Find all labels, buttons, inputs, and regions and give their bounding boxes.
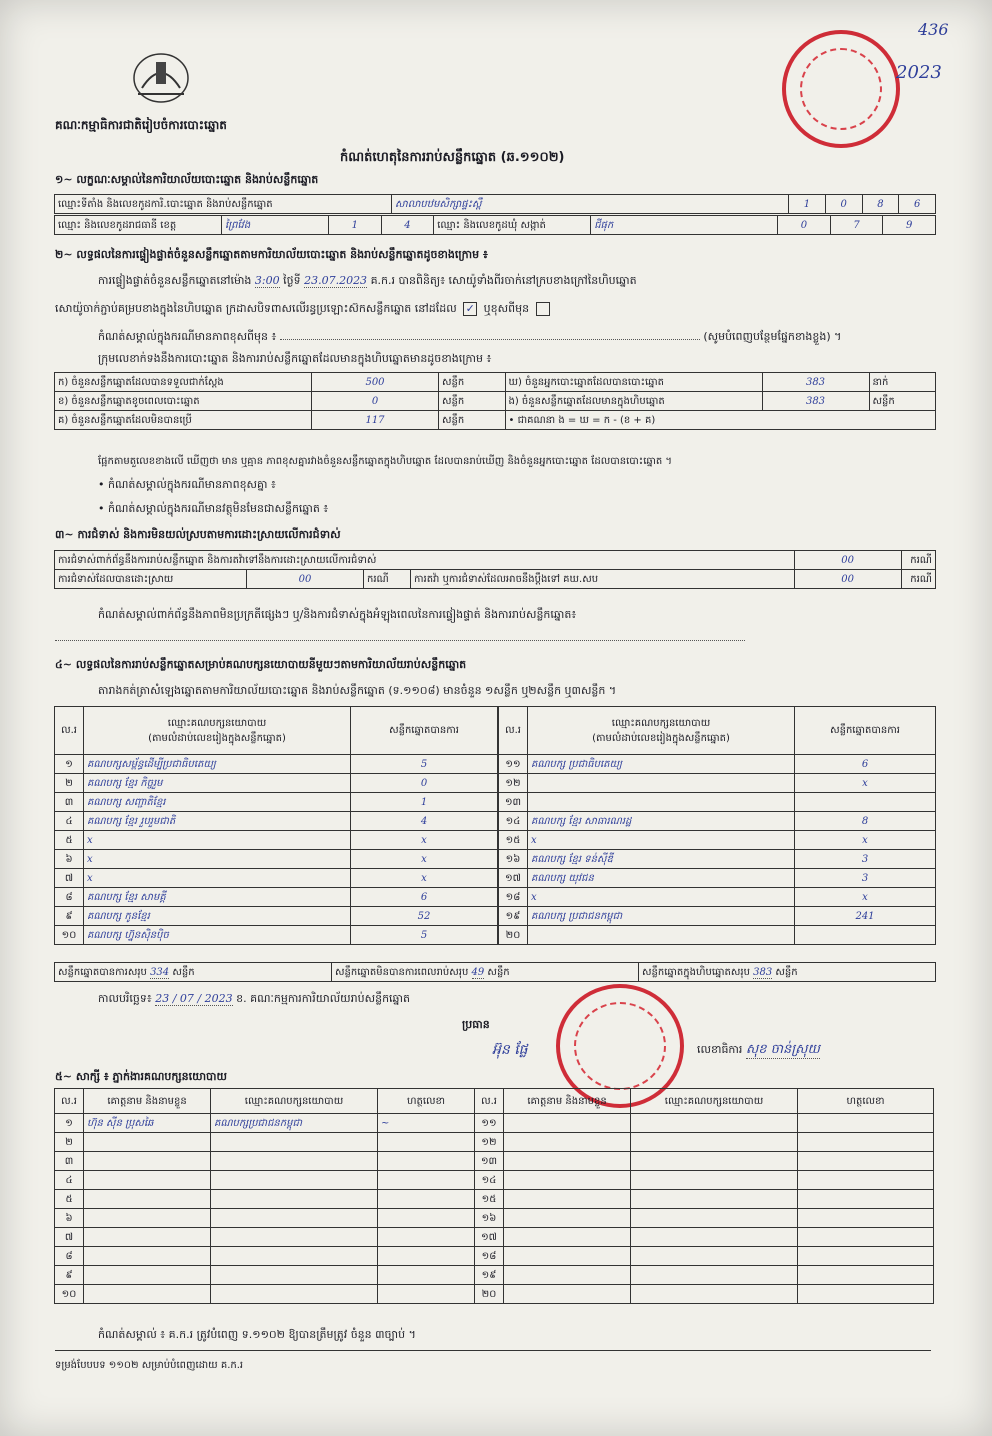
stat-a-unit: សន្លឹក [439,373,506,392]
table-row [55,1228,934,1247]
table-row [55,869,498,888]
witness-party [211,1152,378,1171]
date-line [98,992,410,1006]
table-row [55,1247,934,1266]
note-label: កំណត់សម្គាល់ក្នុងករណីមានភាពខុសពីមុន ៖ [98,330,277,343]
results-intro: ក្រុមលេខាក់ទងនឹងការបោះឆ្នោត និងការរាប់សន្លឹកឆ្នោតដែលមានក្នុងហិបឆ្នោតមានដូចខាងក្រោម ៖ [98,352,492,365]
witness-name [84,1190,211,1209]
party-name: x [84,831,351,850]
section3-heading: ៣~ ការជំទាស់ និងការមិនយល់ស្របតាមការដោះស្រាយលើការជំទាស់ [55,528,341,541]
commune-label: ឈ្មោះ និងលេខកូដឃុំ សង្កាត់ [434,216,591,235]
party-votes: 241 [795,907,936,926]
committee-label: ខ. គណៈកម្មការការិយាល័យរាប់សន្លឹកឆ្នោត [236,992,411,1005]
party-votes: x [351,831,498,850]
witness-name [504,1171,631,1190]
party-name: គណបក្ស ហ្វ៊ុនស៊ិនប៉ិច [84,926,351,945]
witness-no: ២ [55,1133,84,1152]
location-digit-1: 1 [789,195,826,214]
resolved-label: ការជំទាស់ដែលបានដោះស្រាយ [55,570,247,589]
w-col-no: ល.រ [55,1089,84,1114]
party-no: ៨ [55,888,84,907]
witness-party [211,1228,378,1247]
witness-party [631,1133,798,1152]
total-invalid-label: សន្លឹកឆ្នោតមិនបានការពេលរាប់សរុប [335,966,469,978]
witness-no: ១៥ [475,1190,504,1209]
witness-no: ១០ [55,1285,84,1304]
page-title: កំណត់ហេតុនៃការរាប់សន្លឹកឆ្នោត (ឆ.១១០២) [340,150,565,165]
party-name: គណបក្ស យុវជន [528,869,795,888]
witness-no: ៩ [55,1266,84,1285]
witness-name [504,1152,631,1171]
party-results-right [498,706,936,945]
changed-label: ឬខុសពីមុន [483,302,530,315]
witness-sign [798,1171,934,1190]
w-col-no-2: ល.រ [475,1089,504,1114]
party-name: គណបក្ស ខ្មែរ ទន់ស៊ីឌី [528,850,795,869]
witness-name [504,1247,631,1266]
party-votes [795,793,936,812]
col-no-left: ល.រ [55,707,84,755]
witness-sign [378,1285,475,1304]
nec-emblem-icon [130,48,192,106]
party-name: គណបក្ស ខ្មែរ រួបរួមជាតិ [84,812,351,831]
section1-heading: ១~ លក្ខណៈសម្គាល់នៃការិយាល័យបោះឆ្នោត និងរាប់សន្លឹកឆ្នោត [55,173,319,186]
chair-label: ប្រធាន [462,1018,490,1031]
witness-sign [378,1247,475,1266]
party-no: ១៤ [499,812,528,831]
witness-no: ១៩ [475,1266,504,1285]
party-votes: 3 [795,869,936,888]
table-row [55,1152,934,1171]
col-no-right: ល.រ [499,707,528,755]
stat-d-unit: នាក់ [869,373,936,392]
table-row [55,1171,934,1190]
stat-b-value: 0 [312,392,439,411]
witness-sign [798,1266,934,1285]
witness-sign [378,1190,475,1209]
party-no: ៥ [55,831,84,850]
witness-sign [798,1190,934,1209]
location-table [54,194,936,214]
witness-party: គណបក្សប្រជាជនកម្ពុជា [211,1114,378,1133]
result-line: ផ្អែកតាមតួលេខខាងលើ ឃើញថា មាន ឬគ្មាន ភាពខុសគ្នារវាងចំនួនសន្លឹកឆ្នោតក្នុងហិបឆ្នោត ដែលបានរាប់ឃើញ និងចំនួនអ្នកបោះឆ្នោត ដែលបានបោះឆ្នោត ។ [98,456,673,467]
witness-name [504,1228,631,1247]
witness-party [631,1171,798,1190]
witness-no: ៧ [55,1228,84,1247]
resolved-unit: ករណី [364,570,411,589]
province-label: ឈ្មោះ និងលេខកូដរាជធានី ខេត្ត [55,216,222,235]
party-name: x [528,831,795,850]
witness-sign [798,1114,934,1133]
witness-no: ៤ [55,1171,84,1190]
party-votes: 8 [795,812,936,831]
commune-digit-3: 9 [883,216,936,235]
witness-name [504,1266,631,1285]
party-name [528,793,795,812]
stat-c-value: 117 [312,411,439,430]
party-votes: 6 [795,755,936,774]
witness-no: ១៨ [475,1247,504,1266]
objection-value: 00 [794,551,901,570]
table-row [55,755,498,774]
location-digit-3: 8 [862,195,899,214]
verify-rest: គ.ក.រ បានពិនិត្យ៖ សោយ៉ូទាំងពីរចាក់នៅក្របខាងក្រៅនៃហិបឆ្នោត [370,274,637,287]
party-votes: 6 [351,888,498,907]
witness-no: ៦ [55,1209,84,1228]
party-name: គណបក្សសម្ព័ន្ធដើម្បីប្រជាធិបតេយ្យ [84,755,351,774]
table-row [55,850,498,869]
party-no: ៤ [55,812,84,831]
footer: ទម្រង់បែបបទ ១១០២ សម្រាប់បំពេញដោយ គ.ក.រ [55,1360,244,1371]
party-votes: 0 [351,774,498,793]
witness-no: ៨ [55,1247,84,1266]
witness-party [211,1285,378,1304]
witness-sign [378,1266,475,1285]
party-no: ១១ [499,755,528,774]
table-row [499,774,936,793]
bullet-2: • កំណត់សម្គាល់ក្នុងករណីមានវត្ថុមិនមែនជាសន្លឹកឆ្នោត ៖ [98,502,329,515]
witness-name [504,1114,631,1133]
objection-table [54,550,936,589]
party-votes: 3 [795,850,936,869]
table-row [55,1133,934,1152]
witness-name [84,1228,211,1247]
changed-checkbox[interactable] [536,302,550,316]
witness-no: ១៣ [475,1152,504,1171]
appeal-value: 00 [794,570,901,589]
location-label: ឈ្មោះទីតាំង និងលេខកូដការិ.បោះឆ្នោត និងរាប់សន្លឹកឆ្នោត [55,195,392,214]
witness-party [211,1171,378,1190]
w-col-sign-2: ហត្ថលេខា [798,1089,934,1114]
stat-e-label: ង) ចំនួនសន្លឹកឆ្នោតដែលមានក្នុងហិបឆ្នោត [505,392,762,411]
witness-party [631,1285,798,1304]
table-row [55,1266,934,1285]
witness-no: ១២ [475,1133,504,1152]
party-no: ១៦ [499,850,528,869]
verify-time: 3:00 [254,274,280,287]
total-valid-value: 334 [150,966,170,978]
table-row [55,926,498,945]
col-votes-right: សន្លឹកឆ្នោតបានការ [795,707,936,755]
footer-divider [55,1350,931,1351]
party-votes: 4 [351,812,498,831]
party-name [528,926,795,945]
col-party-left [84,707,351,755]
party-no: ១២ [499,774,528,793]
table-row [499,888,936,907]
witness-no: ១១ [475,1114,504,1133]
chair-signature: អ៊ុន ផ្លែ [492,1042,528,1058]
table-row [55,812,498,831]
table-row [499,793,936,812]
party-votes: x [351,869,498,888]
commune-digit-2: 7 [830,216,883,235]
commune-value: ជីផុក [591,216,778,235]
party-results-left [54,706,498,945]
witness-no: ១ [55,1114,84,1133]
party-no: ១៨ [499,888,528,907]
table-row [499,850,936,869]
table-row [55,1285,934,1304]
stat-b-label: ខ) ចំនួនសន្លឹកឆ្នោតខូចពេលបោះឆ្នោត [55,392,312,411]
witness-sign [798,1285,934,1304]
note-dots [280,339,700,340]
total-box-label: សន្លឹកឆ្នោតក្នុងហិបឆ្នោតសរុប [642,966,750,978]
location-value: សាលាបឋមសិក្សាផ្ទះស្ពឺ [392,195,789,214]
stat-c-label: គ) ចំនួនសន្លឹកឆ្នោតដែលមិនបានប្រើ [55,411,312,430]
stat-c-unit: សន្លឹក [439,411,506,430]
party-no: ១៥ [499,831,528,850]
note-line [98,330,928,343]
verify-day-label: ថ្ងៃទី [283,274,301,287]
witness-party [631,1247,798,1266]
witness-party [631,1266,798,1285]
witness-sign [378,1228,475,1247]
w-col-name: គោត្តនាម និងនាមខ្លួន [84,1089,211,1114]
table-row [55,1209,934,1228]
org-name: គណៈកម្មាធិការជាតិរៀបចំការបោះឆ្នោត [55,118,227,132]
witness-sign [798,1209,934,1228]
party-name: x [528,888,795,907]
stat-d-label: ឃ) ចំនួនអ្នកបោះឆ្នោតដែលបានបោះឆ្នោត [505,373,762,392]
total-box-value: 383 [753,966,773,978]
stat-a-label: ក) ចំនួនសន្លឹកឆ្នោតដែលបានទទួលជាក់ស្តែង [55,373,312,392]
table-row [499,869,936,888]
stat-e-unit: សន្លឹក [869,392,936,411]
table-row [55,793,498,812]
secretary-name: សុខ ចាន់ស្រុយ [745,1042,820,1057]
section3-note: កំណត់សម្គាល់ពាក់ព័ន្ធនឹងភាពមិនប្រក្រតីផ្សេងៗ ឬ/និងការជំទាស់ក្នុងអំឡុងពេលនៃការផ្ទៀងផ្ទាត់ និងការរាប់សន្លឹកឆ្នោត៖ [98,608,577,621]
witness-no: ២០ [475,1285,504,1304]
witness-name [504,1133,631,1152]
total-invalid-value: 49 [471,966,485,978]
party-name [528,774,795,793]
table-row [55,831,498,850]
total-valid [55,963,332,982]
witness-party [631,1152,798,1171]
witness-sign [798,1133,934,1152]
date-label: កាលបរិច្ឆេទ៖ [98,992,152,1005]
verify-date: 23.07.2023 [304,274,368,287]
table-row [499,812,936,831]
table-row [499,907,936,926]
witness-sign [798,1152,934,1171]
party-name: គណបក្ស សញ្ជាតិខ្មែរ [84,793,351,812]
same-checkbox[interactable]: ✓ [463,302,477,316]
col-party-right [528,707,795,755]
party-no: ៦ [55,850,84,869]
location-digit-4: 6 [899,195,936,214]
col-party-right-sub: (តាមលំដាប់លេខរៀងក្នុងសន្លឹកឆ្នោត) [592,732,730,744]
witness-table [54,1088,934,1304]
party-name: x [84,850,351,869]
col-votes-left: សន្លឹកឆ្នោតបានការ [351,707,498,755]
witness-party [631,1190,798,1209]
witness-no: ៥ [55,1190,84,1209]
col-party-right-title: ឈ្មោះគណបក្សនយោបាយ [611,717,711,729]
witness-name [504,1285,631,1304]
witness-no: ១៤ [475,1171,504,1190]
table-row [55,888,498,907]
appeal-label: ការតវ៉ា ឬការជំទាស់ដែលអាចនឹងប្តឹងទៅ គឃ.សប [411,570,795,589]
total-invalid-unit: សន្លឹក [487,966,510,978]
party-name: x [84,869,351,888]
party-no: ១០ [55,926,84,945]
w-col-name-2: គោត្តនាម និងនាមខ្លួន [504,1089,631,1114]
stamp-year: 2023 [896,62,942,83]
section3-note-line [55,640,745,641]
party-no: ៩ [55,907,84,926]
w-col-party-2: ឈ្មោះគណបក្សនយោបាយ [631,1089,798,1114]
official-stamp-top [782,30,900,148]
party-no: ៧ [55,869,84,888]
party-votes: x [795,774,936,793]
date-value: 23 / 07 / 2023 [155,992,233,1005]
formula: • ជាគណនា ង = ឃ = ក - (ខ + គ) [505,411,936,430]
party-no: ២ [55,774,84,793]
party-votes: 5 [351,755,498,774]
witness-name [84,1209,211,1228]
commune-digit-1: 0 [778,216,831,235]
stat-b-unit: សន្លឹក [439,392,506,411]
w-col-sign: ហត្ថលេខា [378,1089,475,1114]
witness-party [211,1209,378,1228]
verify-label: ការផ្ទៀងផ្ទាត់ចំនួនសន្លឹកឆ្នោតនៅម៉ោង [98,274,252,287]
stamp-number: 436 [918,20,949,39]
witness-name [84,1133,211,1152]
party-name: គណបក្ស ខ្មែរ កិច្ចរួម [84,774,351,793]
total-valid-label: សន្លឹកឆ្នោតបានការសរុប [58,966,147,978]
province-code-2: 4 [381,216,434,235]
total-box-unit: សន្លឹក [775,966,798,978]
secretary-label: លេខាធិការ [697,1043,743,1056]
total-valid-unit: សន្លឹក [172,966,195,978]
witness-name [84,1247,211,1266]
witness-no: ១៧ [475,1228,504,1247]
total-invalid [332,963,639,982]
witness-sign [378,1133,475,1152]
witness-name [84,1285,211,1304]
section4-heading: ៤~ លទ្ធផលនៃការរាប់សន្លឹកឆ្នោតសម្រាប់គណបក្សនយោបាយនីមួយៗតាមការិយាល័យរាប់សន្លឹកឆ្នោត [55,658,467,671]
appeal-unit: ករណី [901,570,935,589]
stat-d-value: 383 [762,373,869,392]
objection-unit: ករណី [901,551,935,570]
party-name: គណបក្ស កូនខ្មែរ [84,907,351,926]
totals-table [54,962,936,982]
col-party-left-sub: (តាមលំដាប់លេខរៀងក្នុងសន្លឹកឆ្នោត) [148,732,286,744]
table-row [55,1190,934,1209]
party-votes: 5 [351,926,498,945]
witness-name [84,1152,211,1171]
party-votes [795,926,936,945]
witness-party [631,1209,798,1228]
party-no: ២០ [499,926,528,945]
section5-heading: ៥~ សាក្សី ៖ ភ្នាក់ងារគណបក្សនយោបាយ [55,1070,228,1083]
total-box [639,963,936,982]
witness-name [504,1209,631,1228]
witness-party [631,1114,798,1133]
party-no: ៣ [55,793,84,812]
ballot-stats-table [54,372,936,430]
table-row [499,926,936,945]
witness-party [631,1228,798,1247]
province-value: ព្រៃវែង [222,216,329,235]
witness-name [84,1266,211,1285]
witness-name [84,1171,211,1190]
witness-sign [378,1152,475,1171]
objection-label: ការជំទាស់ពាក់ព័ន្ធនឹងការរាប់សន្លឹកឆ្នោត និងការតវ៉ាទៅនឹងការដោះស្រាយលើការជំទាស់ [55,551,795,570]
party-no: ១ [55,755,84,774]
w-col-party: ឈ្មោះគណបក្សនយោបាយ [211,1089,378,1114]
witness-party [211,1190,378,1209]
witness-name [504,1190,631,1209]
witness-no: ៣ [55,1152,84,1171]
party-no: ១៣ [499,793,528,812]
table-row [55,907,498,926]
table-row [499,831,936,850]
witness-name: ហ៊ុន ស៊ីន ប្រុសឆៃ [84,1114,211,1133]
witness-party [211,1266,378,1285]
witness-no: ១៦ [475,1209,504,1228]
table-row [55,774,498,793]
witness-sign [378,1171,475,1190]
party-name: គណបក្ស ខ្មែរ សាធារណរដ្ឋ [528,812,795,831]
party-name: គណបក្ស ខ្មែរ សាមគ្គី [84,888,351,907]
verify-line-2 [55,302,553,316]
location-digit-2: 0 [825,195,862,214]
stat-e-value: 383 [762,392,869,411]
party-votes: x [795,888,936,907]
verify-line-1 [98,274,637,288]
party-votes: 1 [351,793,498,812]
footnote: កំណត់សម្គាល់ ៖ គ.ក.រ ត្រូវបំពេញ ទ.១១០២ ឱ្យបានត្រឹមត្រូវ ចំនួន ៣ច្បាប់ ។ [98,1328,416,1341]
party-name: គណបក្ស ប្រជាជនកម្ពុជា [528,907,795,926]
witness-sign: ~ [378,1114,475,1133]
witness-sign [798,1228,934,1247]
party-votes: 52 [351,907,498,926]
party-votes: x [351,850,498,869]
party-votes: x [795,831,936,850]
fill-note: (សូមបំពេញបន្ថែមផ្នែកខាងខ្លួង) ។ [703,330,842,343]
party-no: ១៧ [499,869,528,888]
secretary-line [697,1042,820,1059]
table-row [55,1114,934,1133]
col-party-left-title: ឈ្មោះគណបក្សនយោបាយ [167,717,267,729]
province-code-1: 1 [329,216,382,235]
witness-sign [378,1209,475,1228]
section2-heading: ២~ លទ្ធផលនៃការផ្ទៀងផ្ទាត់ចំនួនសន្លឹកឆ្នោតតាមការិយាល័យបោះឆ្នោត និងរាប់សន្លឹកឆ្នោតដូចខាងក្រោម ៖ [55,248,488,261]
witness-party [211,1247,378,1266]
bullet-1: • កំណត់សម្គាល់ក្នុងករណីមានភាពខុសគ្នា ៖ [98,478,276,491]
table-row [499,755,936,774]
witness-sign [798,1247,934,1266]
party-no: ១៩ [499,907,528,926]
stat-a-value: 500 [312,373,439,392]
witness-party [211,1133,378,1152]
resolved-value: 00 [247,570,364,589]
verify-line-2-text: សោយ៉ូចាក់ភ្ជាប់គម្របខាងក្នុងនៃហិបឆ្នោត ក្រដាសបិទពាសលើរន្ធប្រឡោះស៊កសន្លឹកឆ្នោត នៅដដែល [55,302,457,315]
section4-sub: តារាងកត់ត្រាសំឡេងឆ្នោតតាមការិយាល័យបោះឆ្នោត និងរាប់សន្លឹកឆ្នោត (ទ.១១០៨) មានចំនួន ១សន្លឹក ឬ២សន្លឹក ឬ៣សន្លឹក ។ [98,684,617,697]
province-table [54,215,936,235]
party-name: គណបក្ស ប្រជាធិបតេយ្យ [528,755,795,774]
